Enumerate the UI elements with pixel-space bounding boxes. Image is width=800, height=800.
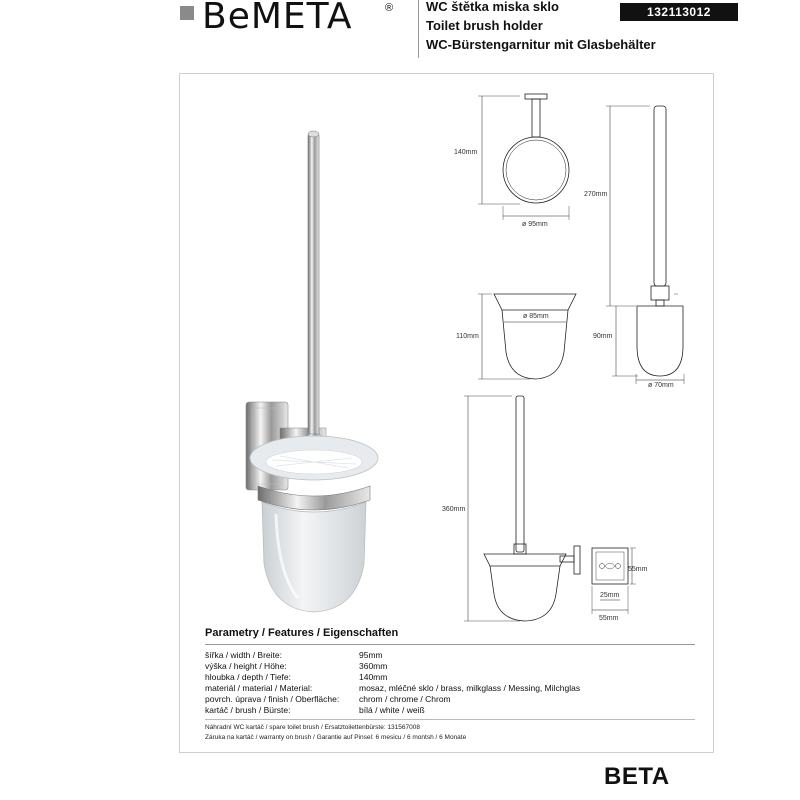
spec-label-height: výška / height / Höhe:	[205, 661, 287, 671]
dim-brush-head-height: 90mm	[593, 333, 613, 340]
dim-bowl-diameter: ø 85mm	[523, 313, 549, 320]
spec-value-depth: 140mm	[359, 672, 388, 682]
product-code-badge: 132113012	[620, 3, 738, 21]
title-english: Toilet brush holder	[426, 18, 543, 33]
brand-logo-square	[180, 6, 194, 20]
drawing-top-view	[478, 94, 569, 220]
dim-plate-height: 55mm	[628, 566, 648, 573]
title-german: WC-Bürstengarnitur mit Glasbehälter	[426, 37, 656, 52]
dim-plate-inner-width: 25mm	[600, 592, 620, 599]
dim-total-height: 360mm	[442, 506, 466, 513]
spec-label-brush: kartáč / brush / Bürste:	[205, 705, 291, 715]
registered-mark: ®	[385, 2, 394, 14]
spec-value-finish: chrom / chrome / Chrom	[359, 694, 451, 704]
spec-label-finish: povrch. úprava / finish / Oberfläche:	[205, 694, 340, 704]
spec-label-depth: hloubka / depth / Tiefe:	[205, 672, 292, 682]
dim-top-height: 140mm	[454, 149, 478, 156]
features-title: Parametry / Features / Eigenschaften	[205, 627, 399, 639]
drawing-assembly-view	[464, 396, 636, 621]
drawing-brush-view	[606, 106, 684, 384]
note-warranty: Záruka na kartáč / warranty on brush / Garantie auf Pinsel: 6 mesicu / 6 montsh / 6 Monate	[205, 734, 467, 741]
note-spare-brush: Náhradní WC kartáč / spare toilet brush / Ersatztoilettenbürste: 131567008	[205, 724, 420, 731]
dim-brush-diameter: ø 70mm	[648, 382, 674, 389]
product-photo	[246, 131, 378, 612]
spec-value-material: mosaz, mléčné sklo / brass, milkglass / Messing, Milchglas	[359, 683, 581, 693]
spec-label-material: materiál / material / Material:	[205, 683, 313, 693]
spec-value-height: 360mm	[359, 661, 388, 671]
series-name: BETA	[604, 763, 670, 790]
drawing-bowl-view	[478, 294, 576, 379]
dim-bowl-height: 110mm	[456, 333, 479, 340]
dim-top-diameter: ø 95mm	[522, 221, 548, 228]
brand-logo: BeMETA	[202, 0, 353, 37]
notes-divider	[205, 719, 695, 720]
spec-value-brush: bílá / white / weiß	[359, 705, 425, 715]
title-czech: WC štětka miska sklo	[426, 0, 559, 14]
dim-brush-length: 270mm	[584, 191, 608, 198]
dim-plate-width: 55mm	[599, 615, 619, 622]
spec-value-width: 95mm	[359, 650, 383, 660]
header-divider	[418, 0, 419, 58]
spec-label-width: šířka / width / Breite:	[205, 650, 282, 660]
features-divider	[205, 644, 695, 645]
product-drawing	[180, 74, 713, 622]
